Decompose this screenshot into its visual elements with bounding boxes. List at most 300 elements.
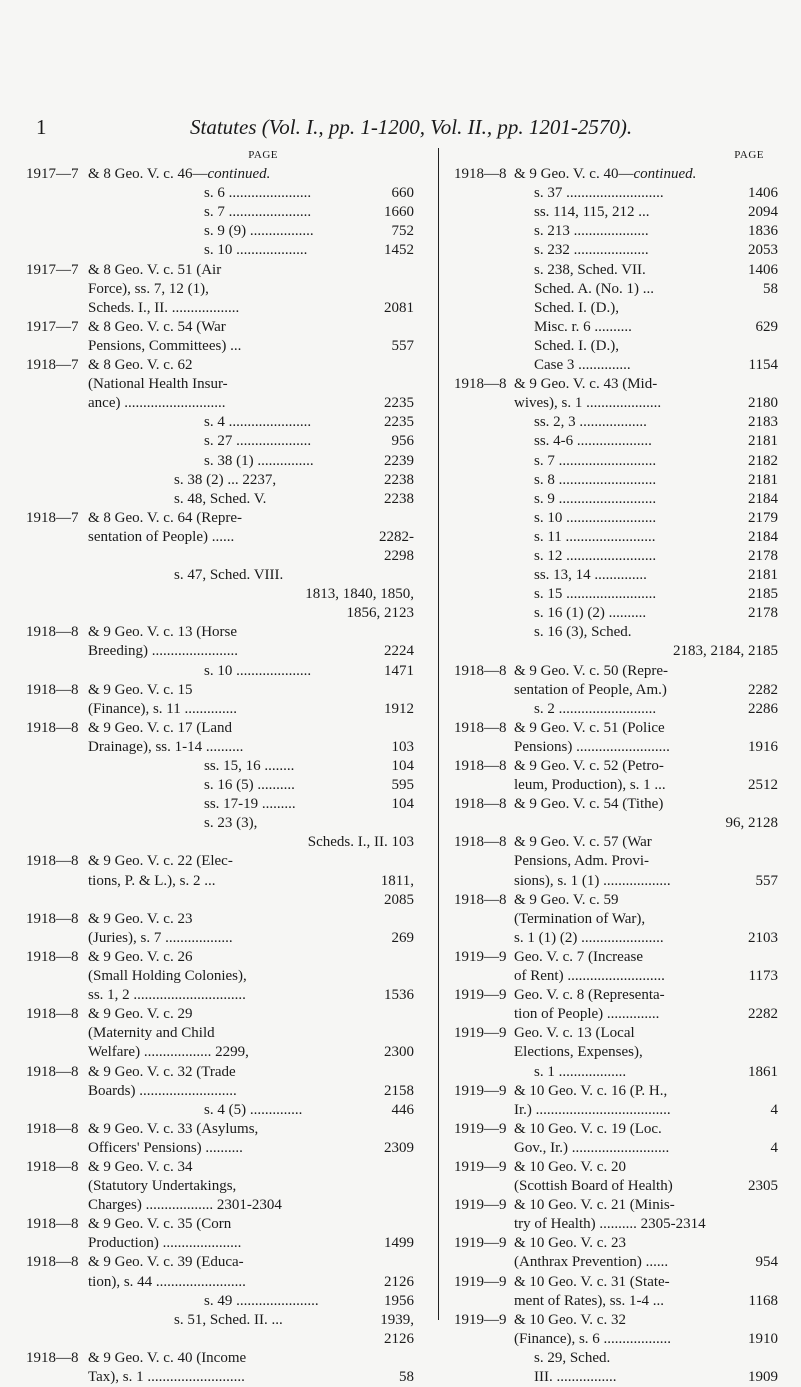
index-entry-line [26, 929, 414, 948]
page-reference: 1811, [380, 872, 414, 889]
index-entry-line [454, 1120, 778, 1139]
page-column-label: PAGE [734, 149, 764, 161]
index-entry-line [454, 1024, 778, 1043]
entry-text: & 9 Geo. V. c. 17 (Land [88, 719, 233, 736]
entry-text: tions, P. & L.), s. 2 ... [88, 872, 216, 889]
index-entry-line [454, 986, 778, 1005]
page-reference: 1499 [384, 1235, 414, 1252]
index-entry-line [26, 795, 414, 814]
entry-text: ss. 15, 16 ........ [204, 758, 295, 774]
index-entry-line [454, 356, 778, 375]
entry-text: (Finance), s. 11 .............. [88, 700, 238, 717]
index-entry-line [454, 1273, 778, 1292]
entry-text: Tax), s. 1 .......................... [88, 1369, 245, 1385]
index-entry-line [26, 1368, 414, 1387]
index-entry-line [26, 585, 414, 604]
entry-text: & 8 Geo. V. c. 51 (Air [88, 261, 222, 278]
page-reference: 1660 [384, 204, 414, 221]
entry-text: s. 232 .................... [534, 242, 649, 259]
entry-text: s. 8 .......................... [534, 471, 657, 488]
entry-text: Production) ..................... [88, 1235, 242, 1252]
page-reference: 595 [391, 777, 414, 794]
index-entry-line [454, 413, 778, 432]
index-entry-line [26, 452, 414, 471]
entry-text: & 9 Geo. V. c. 40 (Income [88, 1349, 247, 1366]
statute-year: 1917—7 [26, 261, 79, 278]
left-index-entries [26, 165, 414, 1387]
index-entry-line [26, 375, 414, 394]
index-entry-line [454, 1368, 778, 1387]
index-entry-line [454, 1005, 778, 1024]
index-entry-line [26, 394, 414, 413]
entry-text: s. 2 .......................... [534, 700, 657, 717]
statute-year: 1919—9 [454, 1197, 507, 1214]
index-entry-line [26, 184, 414, 203]
index-entry-line [26, 967, 414, 986]
statute-year: 1918—8 [26, 1006, 79, 1023]
entry-text: Elections, Expenses), [514, 1044, 643, 1061]
entry-text: s. 51, Sched. II. ... [174, 1311, 283, 1328]
entry-text: leum, Production), s. 1 ... [514, 777, 666, 794]
page-reference: 1956 [384, 1292, 414, 1309]
index-entry-line [454, 1101, 778, 1120]
page-reference: 1910 [748, 1330, 778, 1347]
entry-text: Force), ss. 7, 12 (1), [88, 280, 209, 297]
page-reference: 2309 [384, 1139, 414, 1156]
entry-text: & 9 Geo. V. c. 23 [88, 910, 193, 927]
entry-text: Gov., Ir.) .......................... [514, 1139, 670, 1156]
index-entry-line [454, 642, 778, 661]
page-reference: 956 [391, 433, 414, 450]
page-reference: 1861 [748, 1063, 778, 1080]
index-entry-line [26, 280, 414, 299]
index-entry-line [454, 700, 778, 719]
index-entry-line [454, 662, 778, 681]
index-entry-line [26, 948, 414, 967]
entry-text: try of Health) .......... 2305-2314 [514, 1216, 706, 1233]
page-reference: 2180 [748, 395, 778, 412]
index-entry-line [26, 1101, 414, 1120]
page-reference: 2081 [384, 299, 414, 316]
entry-text: III. ................ [534, 1369, 617, 1385]
entry-text: Geo. V. c. 7 (Increase [514, 948, 643, 965]
entry-text: & 8 Geo. V. c. 46—continued. [88, 166, 271, 183]
entry-text: & 9 Geo. V. c. 50 (Repre- [514, 662, 668, 679]
entry-text: s. 12 ........................ [534, 547, 657, 564]
index-entry-line [454, 528, 778, 547]
page-reference: 2178 [748, 547, 778, 564]
index-entry-line [26, 1024, 414, 1043]
entry-text: ss. 114, 115, 212 ... [534, 204, 650, 221]
index-entry-line [454, 1215, 778, 1234]
statute-year: 1919—9 [454, 1311, 507, 1328]
entry-text: & 9 Geo. V. c. 59 [514, 891, 619, 908]
entry-text: & 10 Geo. V. c. 21 (Minis- [514, 1197, 675, 1214]
page-reference: 2224 [384, 643, 414, 660]
index-entry-line [26, 413, 414, 432]
page-reference: 269 [391, 929, 414, 946]
entry-text: & 10 Geo. V. c. 23 [514, 1235, 626, 1252]
index-entry-line [454, 1043, 778, 1062]
index-entry-line [454, 490, 778, 509]
statute-year: 1918—7 [26, 357, 79, 374]
entry-text: & 9 Geo. V. c. 13 (Horse [88, 624, 238, 641]
page-reference: 2238 [384, 471, 414, 488]
page-reference: 2158 [384, 1082, 414, 1099]
statute-year: 1918—8 [26, 1158, 79, 1175]
index-entry-line [454, 280, 778, 299]
statute-year: 1918—8 [26, 1120, 79, 1137]
index-entry-line [454, 1253, 778, 1272]
statute-year: 1919—9 [454, 1025, 507, 1042]
entry-text: s. 7 ...................... [204, 204, 312, 221]
statute-year: 1918—8 [26, 853, 79, 870]
entry-text: & 8 Geo. V. c. 62 [88, 357, 193, 374]
entry-text: (National Health Insur- [88, 376, 228, 393]
entry-text: of Rent) .......................... [514, 968, 665, 985]
index-entry-line [454, 1311, 778, 1330]
page-reference: 2235 [384, 414, 414, 431]
statute-year: 1918—8 [454, 719, 507, 736]
page-reference: 103 [391, 738, 414, 755]
page-reference: 2282 [748, 681, 778, 698]
entry-text: & 10 Geo. V. c. 16 (P. H., [514, 1082, 668, 1099]
page-reference: 104 [391, 758, 414, 774]
statute-year: 1918—8 [454, 166, 507, 183]
index-entry-line [26, 1043, 414, 1062]
index-entry-line [26, 1311, 414, 1330]
entry-text: Welfare) .................. 2299, [88, 1044, 249, 1061]
index-entry-line [454, 1349, 778, 1368]
entry-text: Pensions, Adm. Provi- [514, 853, 650, 870]
statute-year: 1918—7 [26, 509, 79, 526]
index-entry-line [26, 241, 414, 260]
index-entry-line [454, 566, 778, 585]
page-reference: 1154 [748, 357, 778, 374]
page-reference: 104 [391, 796, 414, 813]
entry-text: Geo. V. c. 8 (Representa- [514, 987, 665, 1004]
page-reference: 1168 [748, 1292, 778, 1309]
index-entry-line [26, 1063, 414, 1082]
index-entry-line [454, 375, 778, 394]
entry-text: & 10 Geo. V. c. 31 (State- [514, 1273, 670, 1290]
index-entry-line [454, 872, 778, 891]
statute-year: 1919—9 [454, 1235, 507, 1252]
entry-text: & 9 Geo. V. c. 29 [88, 1006, 193, 1023]
right-column [454, 146, 778, 1387]
entry-text: Misc. r. 6 .......... [534, 318, 632, 335]
entry-text: s. 23 (3), [204, 815, 258, 832]
page-reference: 2286 [748, 700, 778, 717]
page-reference: 96, 2128 [725, 815, 778, 832]
page-reference: 1173 [748, 968, 778, 985]
statute-year: 1918—8 [454, 834, 507, 851]
index-entry-line [454, 1234, 778, 1253]
entry-text: (Maternity and Child [88, 1025, 215, 1042]
entry-text: sentation of People, Am.) [514, 681, 667, 698]
index-entry-line [454, 1196, 778, 1215]
entry-text: & 9 Geo. V. c. 35 (Corn [88, 1216, 232, 1233]
index-entry-line [26, 833, 414, 852]
entry-text: s. 16 (5) .......... [204, 777, 295, 794]
page-reference: 1912 [384, 700, 414, 717]
index-entry-line [454, 203, 778, 222]
index-entry-line [454, 929, 778, 948]
statute-year: 1918—8 [26, 1216, 79, 1233]
index-entry-line [26, 222, 414, 241]
entry-text: Charges) .................. 2301-2304 [88, 1197, 282, 1214]
index-entry-line [26, 1158, 414, 1177]
page-reference: 2184 [748, 528, 778, 545]
entry-text: (Scottish Board of Health) [514, 1178, 673, 1195]
statute-year: 1919—9 [454, 948, 507, 965]
index-entry-line [454, 471, 778, 490]
statute-year: 1919—9 [454, 1158, 507, 1175]
index-entry-line [26, 1234, 414, 1253]
index-entry-line [454, 891, 778, 910]
page-reference: 446 [391, 1101, 414, 1118]
page-reference: 2053 [748, 242, 778, 259]
entry-text: & 9 Geo. V. c. 34 [88, 1158, 193, 1175]
statute-year: 1919—9 [454, 987, 507, 1004]
statute-year: 1918—8 [26, 624, 79, 641]
entry-text: s. 11 ........................ [534, 528, 656, 545]
statute-year: 1917—7 [26, 166, 79, 183]
index-entry-line [454, 585, 778, 604]
index-entry-line [454, 299, 778, 318]
page-reference: 1909 [748, 1369, 778, 1385]
statute-year: 1918—8 [26, 1254, 79, 1271]
index-entry-line [26, 509, 414, 528]
index-entry-line [454, 623, 778, 642]
entry-text: (Anthrax Prevention) ...... [514, 1254, 669, 1271]
entry-text: ss. 13, 14 .............. [534, 567, 647, 584]
entry-text: s. 7 .......................... [534, 452, 657, 469]
entry-text: Pensions) ......................... [514, 738, 670, 755]
entry-text: Ir.) .................................... [514, 1101, 671, 1118]
index-entry-line [26, 757, 414, 776]
entry-text: ss. 2, 3 .................. [534, 414, 647, 431]
entry-text: & 9 Geo. V. c. 22 (Elec- [88, 853, 233, 870]
page-reference: 2179 [748, 509, 778, 526]
entry-text: tion of People) .............. [514, 1006, 660, 1023]
page-reference: 1406 [748, 261, 778, 278]
statute-year: 1918—8 [454, 376, 507, 393]
index-entry-line [454, 1292, 778, 1311]
entry-text: wives), s. 1 .................... [514, 395, 662, 412]
page-reference: 660 [391, 185, 414, 202]
index-entry-line [26, 986, 414, 1005]
entry-text: & 9 Geo. V. c. 32 (Trade [88, 1063, 236, 1080]
entry-text: Boards) .......................... [88, 1082, 237, 1099]
page-reference: 557 [755, 872, 778, 889]
index-entry-line [26, 1139, 414, 1158]
index-entry-line [26, 1253, 414, 1272]
entry-text: s. 213 .................... [534, 223, 649, 240]
page-reference: 2181 [748, 433, 778, 450]
page-reference: 752 [391, 223, 414, 240]
statute-year: 1918—8 [26, 681, 79, 698]
index-entry-line [454, 852, 778, 871]
index-entry-line [26, 1177, 414, 1196]
entry-text: Sched. I. (D.), [534, 337, 619, 354]
entry-text: & 9 Geo. V. c. 43 (Mid- [514, 376, 658, 393]
entry-text: s. 10 ........................ [534, 509, 657, 526]
page-reference: 58 [399, 1369, 414, 1385]
index-entry-line [454, 1082, 778, 1101]
index-entry-line [454, 165, 778, 184]
index-entry-line [454, 394, 778, 413]
page-reference: 1406 [748, 185, 778, 202]
entry-text: ss. 1, 2 .............................. [88, 987, 246, 1004]
index-entry-line [454, 318, 778, 337]
page-reference: 2185 [748, 586, 778, 603]
index-entry-line [26, 203, 414, 222]
index-entry-line [454, 776, 778, 795]
entry-text: s. 37 .......................... [534, 185, 664, 202]
index-entry-line [26, 471, 414, 490]
index-entry-line [454, 681, 778, 700]
index-entry-line [454, 795, 778, 814]
entry-text: Officers' Pensions) .......... [88, 1139, 243, 1156]
entry-text: ss. 17-19 ......... [204, 796, 296, 813]
index-entry-line [26, 1120, 414, 1139]
index-entry-line [454, 241, 778, 260]
page-reference: 2305 [748, 1178, 778, 1195]
index-entry-line [454, 452, 778, 471]
index-entry-line [454, 833, 778, 852]
index-entry-line [26, 642, 414, 661]
index-entry-line [26, 1196, 414, 1215]
entry-text: & 9 Geo. V. c. 51 (Police [514, 719, 665, 736]
page-reference: 2182 [748, 452, 778, 469]
page-reference: 2512 [748, 777, 778, 794]
index-entry-line [454, 738, 778, 757]
entry-text: Scheds. I., II. .................. [88, 299, 240, 316]
index-entry-line [26, 1215, 414, 1234]
index-entry-line [26, 1349, 414, 1368]
entry-text: & 9 Geo. V. c. 26 [88, 948, 193, 965]
page-reference: 1536 [384, 987, 414, 1004]
index-entry-line [26, 432, 414, 451]
page-column-label: PAGE [248, 149, 278, 161]
entry-text: s. 10 .................... [204, 662, 312, 679]
index-entry-line [26, 776, 414, 795]
entry-text: & 10 Geo. V. c. 19 (Loc. [514, 1120, 662, 1137]
statute-year: 1917—7 [26, 318, 79, 335]
index-entry-line [26, 299, 414, 318]
index-entry-line [26, 1273, 414, 1292]
page-reference: 2085 [384, 891, 414, 908]
entry-text: s. 38 (1) ............... [204, 452, 314, 469]
entry-text: & 9 Geo. V. c. 15 [88, 681, 193, 698]
entry-text: & 10 Geo. V. c. 32 [514, 1311, 626, 1328]
entry-text: Sched. I. (D.), [534, 299, 619, 316]
entry-text: (Finance), s. 6 .................. [514, 1330, 672, 1347]
page-reference: 2235 [384, 395, 414, 412]
entry-text: (Juries), s. 7 .................. [88, 929, 233, 946]
entry-text: & 9 Geo. V. c. 52 (Petro- [514, 758, 664, 774]
index-entry-line [26, 891, 414, 910]
page-reference: 4 [770, 1139, 778, 1156]
entry-text: & 9 Geo. V. c. 57 (War [514, 834, 652, 851]
index-entry-line [26, 1005, 414, 1024]
page-reference: 2178 [748, 605, 778, 622]
entry-text: s. 15 ........................ [534, 586, 657, 603]
page-number: 1 [36, 115, 47, 139]
left-column [26, 146, 414, 1387]
statute-year: 1919—9 [454, 1120, 507, 1137]
statute-year: 1918—8 [454, 758, 507, 774]
entry-text: & 8 Geo. V. c. 64 (Repre- [88, 509, 242, 526]
index-entry-line [454, 948, 778, 967]
entry-text: & 10 Geo. V. c. 20 [514, 1158, 626, 1175]
index-entry-line [454, 910, 778, 929]
index-entry-line [454, 719, 778, 738]
page-reference: 2126 [384, 1273, 414, 1290]
page-reference: 1836 [748, 223, 778, 240]
entry-text: (Small Holding Colonies), [88, 968, 247, 985]
index-entry-line [454, 509, 778, 528]
statute-year: 1918—8 [26, 1349, 79, 1366]
page-reference: 557 [391, 337, 414, 354]
index-entry-line [26, 261, 414, 280]
entry-text: & 9 Geo. V. c. 39 (Educa- [88, 1254, 244, 1271]
index-entry-line [26, 910, 414, 929]
index-entry-line [454, 604, 778, 623]
page-reference: 2094 [748, 204, 778, 221]
page-reference: 1813, 1840, 1850, [305, 586, 414, 603]
column-divider [438, 148, 439, 1320]
index-entry-line [26, 165, 414, 184]
statute-year: 1918—8 [26, 719, 79, 736]
page-reference: 629 [755, 318, 778, 335]
entry-text: (Termination of War), [514, 910, 646, 927]
page-reference: 1452 [384, 242, 414, 259]
entry-text: s. 47, Sched. VIII. [174, 567, 284, 584]
page-reference: 2126 [384, 1330, 414, 1347]
entry-text: s. 1 .................. [534, 1063, 627, 1080]
index-entry-line [26, 604, 414, 623]
index-entry-line [454, 1158, 778, 1177]
entry-text: s. 49 ...................... [204, 1292, 319, 1309]
entry-text: s. 29, Sched. [534, 1349, 611, 1366]
entry-text: Pensions, Committees) ... [88, 337, 242, 354]
entry-text: s. 16 (3), Sched. [534, 624, 632, 641]
statute-year: 1918—8 [454, 796, 507, 813]
page-reference: 1916 [748, 738, 778, 755]
index-entry-line [454, 967, 778, 986]
statute-year: 1918—8 [454, 891, 507, 908]
statute-year: 1918—8 [454, 662, 507, 679]
entry-text: sentation of People) ...... [88, 528, 235, 545]
entry-text: ment of Rates), ss. 1-4 ... [514, 1292, 664, 1309]
entry-text: tion), s. 44 ........................ [88, 1273, 246, 1290]
entry-text: s. 4 (5) .............. [204, 1101, 303, 1118]
entry-text: s. 16 (1) (2) .......... [534, 605, 647, 622]
index-entry-line [454, 261, 778, 280]
entry-text: s. 6 ...................... [204, 185, 312, 202]
index-entry-line [454, 432, 778, 451]
page-reference: 2298 [384, 547, 414, 564]
page-reference: 1856, 2123 [346, 605, 414, 622]
index-entry-line [26, 1082, 414, 1101]
page-reference: 4 [770, 1101, 778, 1118]
index-entry-line [454, 337, 778, 356]
entry-text: s. 9 .......................... [534, 490, 657, 507]
statute-year: 1919—9 [454, 1082, 507, 1099]
page-reference: 2183, 2184, 2185 [673, 643, 778, 660]
